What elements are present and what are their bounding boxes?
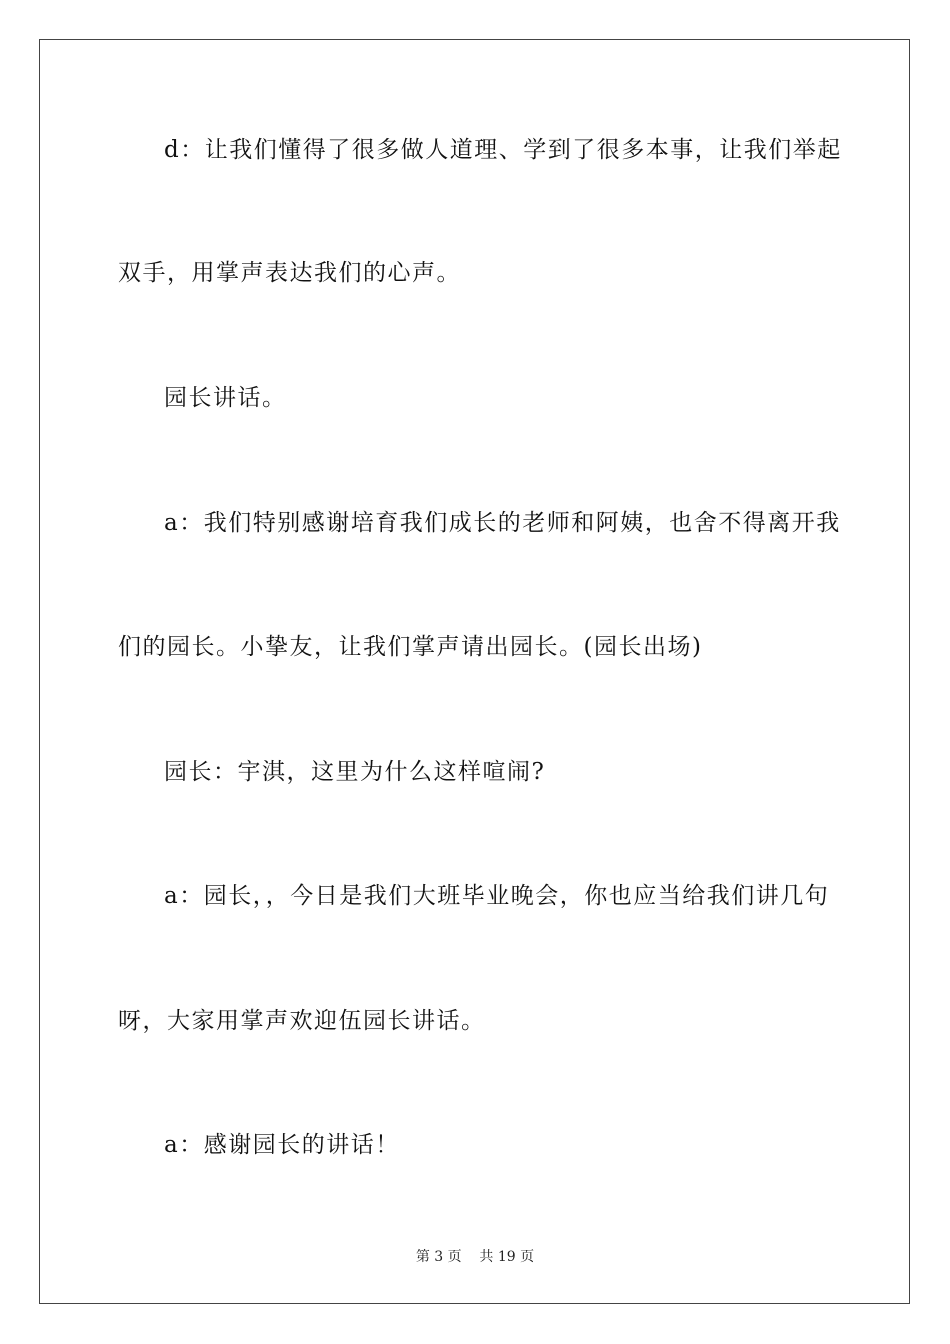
paragraph-line: 们的园长。小挚友，让我们掌声请出园长。(园长出场) (118, 634, 703, 660)
page-frame (39, 39, 910, 1304)
paragraph-line: a：感谢园长的讲话！ (164, 1132, 400, 1158)
paragraph-line: 呀，大家用掌声欢迎伍园长讲话。 (118, 1008, 486, 1034)
paragraph-line: 双手，用掌声表达我们的心声。 (118, 260, 461, 286)
paragraph-line: a：园长，，今日是我们大班毕业晚会，你也应当给我们讲几句 (164, 883, 830, 909)
paragraph-line: 园长讲话。 (164, 385, 287, 411)
paragraph-line: a：我们特别感谢培育我们成长的老师和阿姨，也舍不得离开我 (164, 510, 841, 536)
page-number-footer: 第 3 页 共 19 页 (415, 1249, 535, 1265)
paragraph-line: 园长：宇淇，这里为什么这样喧闹? (164, 759, 546, 785)
paragraph-line: d：让我们懂得了很多做人道理、学到了很多本事，让我们举起 (164, 137, 842, 163)
